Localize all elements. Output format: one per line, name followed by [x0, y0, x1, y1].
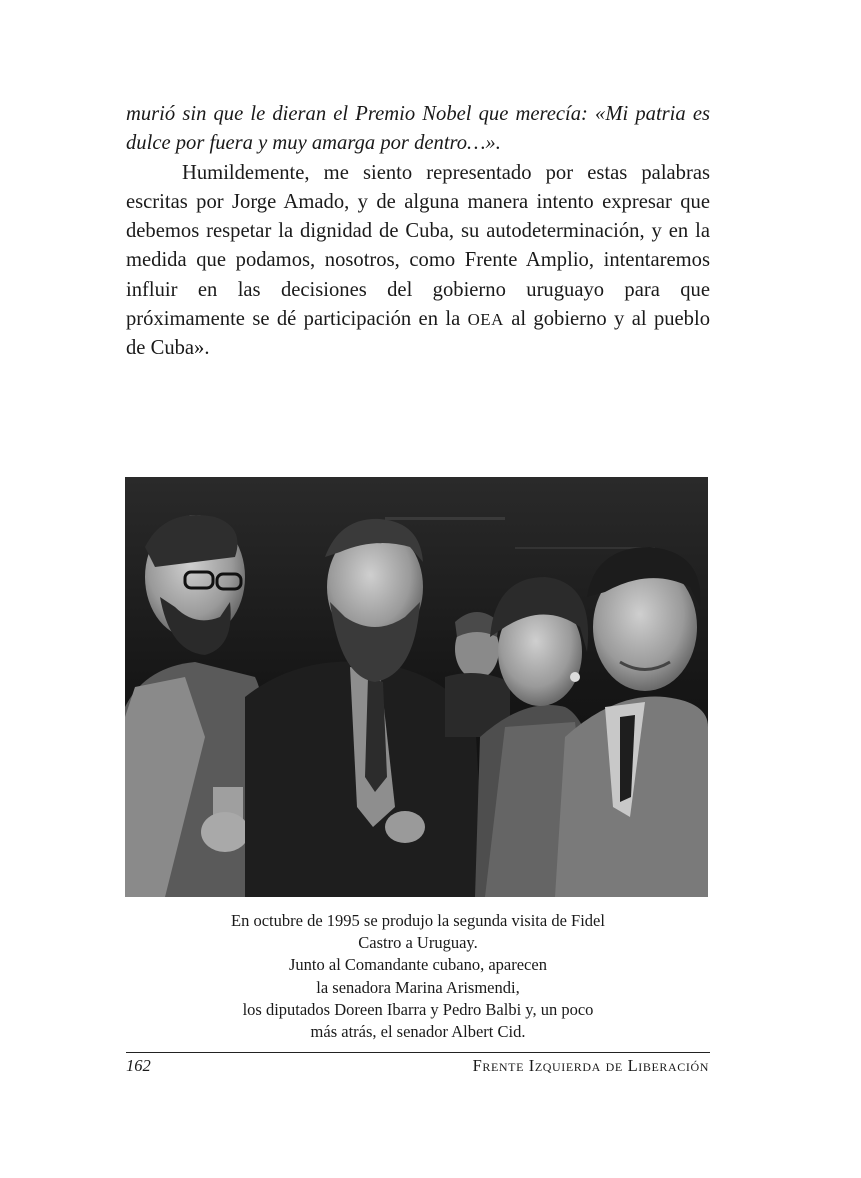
paragraph-2-text-end: al gobierno y al pueblo de Cuba». [126, 308, 710, 360]
caption-line: los diputados Doreen Ibarra y Pedro Balbi y, un poco [242, 999, 594, 1019]
photo-caption [126, 910, 710, 1043]
photo-illustration [125, 477, 708, 897]
caption-line: la senadora Marina Arismendi, [316, 977, 520, 997]
photograph [125, 477, 708, 897]
oea-acronym: OEA [467, 310, 504, 330]
paragraph-2 [126, 159, 710, 364]
caption-line: Junto al Comandante cubano, aparecen [289, 955, 547, 975]
caption-line: más atrás, el senador Albert Cid. [310, 1022, 526, 1042]
caption-line: En octubre de 1995 se produjo la segunda visita de Fidel [231, 911, 605, 930]
paragraph-2-text-start: Humildemente, me siento representado por estas palabras escritas por Jorge Amado, y de alguna manera intento expresar que debemos respetar la dignidad de Cuba, su autodeterminación, y en la medida que podamos, nosotros, como Frente Amplio, intentaremos influir en las decisiones del gobierno uruguayo para que próximamente se dé participación en la [126, 161, 710, 331]
caption-line: Castro a Uruguay. [358, 933, 478, 953]
body-text [126, 100, 710, 364]
footer-divider [126, 1052, 710, 1053]
running-title: Frente Izquierda de Liberación [472, 1056, 709, 1075]
page-number: 162 [126, 1056, 151, 1075]
paragraph-1: murió sin que le dieran el Premio Nobel que merecía: «Mi patria es dulce por fuera y muy amarga por dentro…». [126, 103, 710, 155]
